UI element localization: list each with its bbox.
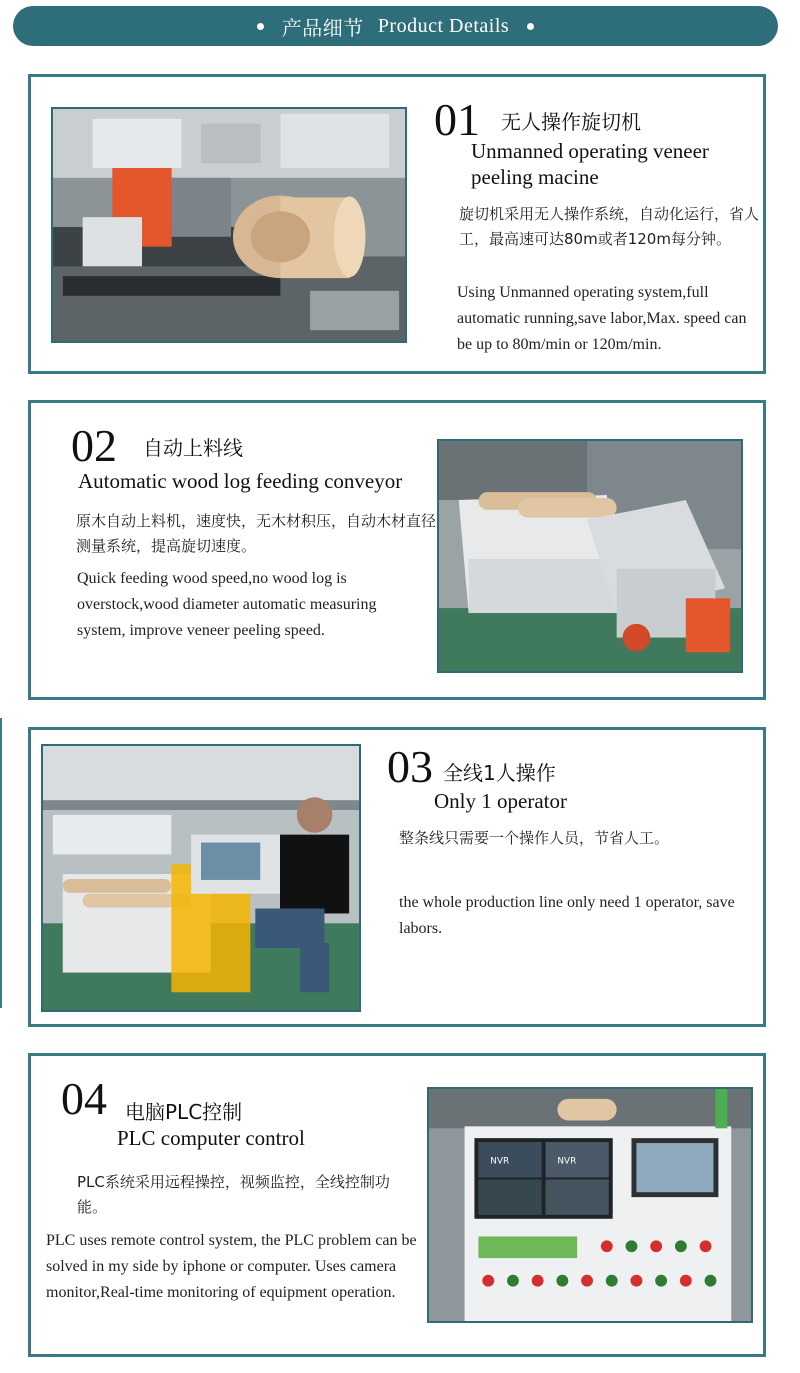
detail-card-02 — [28, 400, 766, 700]
section-desc-zh: 原木自动上料机，速度快，无木材积压，自动木材直径测量系统，提高旋切速度。 — [76, 512, 437, 555]
section-title-zh: 自动上料线 — [143, 436, 243, 460]
section-desc-en: Using Unmanned operating system,full automatic running,save labor,Max. speed can be up to 80m/min or 120m/min. — [457, 284, 747, 353]
nvr-screen-label: NVR — [490, 1156, 510, 1167]
detail-card-04 — [28, 1053, 766, 1357]
header-title-en: Product Details — [377, 14, 510, 37]
nvr-screen-label: NVR — [557, 1156, 577, 1167]
section-desc-zh: PLC系统采用远程操控，视频监控，全线控制功能。 — [77, 1173, 390, 1216]
section-title-zh: 电脑PLC控制 — [125, 1100, 243, 1124]
log-feeding-conveyor-photo — [437, 439, 743, 673]
peeling-machine-photo — [51, 107, 407, 343]
section-title-en: Only 1 operator — [434, 789, 567, 813]
section-title-zh: 全线1人操作 — [443, 761, 556, 785]
operator-photo — [41, 744, 361, 1012]
bullet-icon — [257, 23, 264, 30]
section-header — [13, 6, 778, 46]
section-desc-zh: 旋切机采用无人操作系统，自动化运行，省人工，最高速可达80m或者120m每分钟。 — [459, 205, 760, 248]
section-number: 01 — [434, 94, 480, 145]
section-desc-en: the whole production line only need 1 operator, save labors. — [399, 894, 735, 937]
section-number: 04 — [61, 1073, 107, 1124]
left-edge-rule — [0, 718, 2, 1008]
section-title-en: PLC computer control — [117, 1126, 305, 1150]
section-number: 03 — [387, 741, 433, 792]
plc-control-panel-photo — [427, 1087, 753, 1323]
section-desc-zh: 整条线只需要一个操作人员，节省人工。 — [399, 829, 670, 847]
section-title-zh: 无人操作旋切机 — [501, 110, 641, 134]
section-title-en: Automatic wood log feeding conveyor — [78, 469, 403, 493]
bullet-icon — [527, 23, 534, 30]
section-title-en: Unmanned operating veneer peeling macine — [471, 139, 709, 189]
section-desc-en: PLC uses remote control system, the PLC problem can be solved in my side by iphone or computer. Uses camera monitor,Real-time monitoring of equipment operation. — [46, 1232, 417, 1301]
section-number: 02 — [71, 420, 117, 471]
detail-card-01 — [28, 74, 766, 374]
detail-card-03 — [28, 727, 766, 1027]
header-title-zh: 产品细节 — [281, 17, 364, 40]
section-desc-en: Quick feeding wood speed,no wood log is overstock,wood diameter automatic measuring system, improve veneer peeling speed. — [77, 570, 377, 639]
